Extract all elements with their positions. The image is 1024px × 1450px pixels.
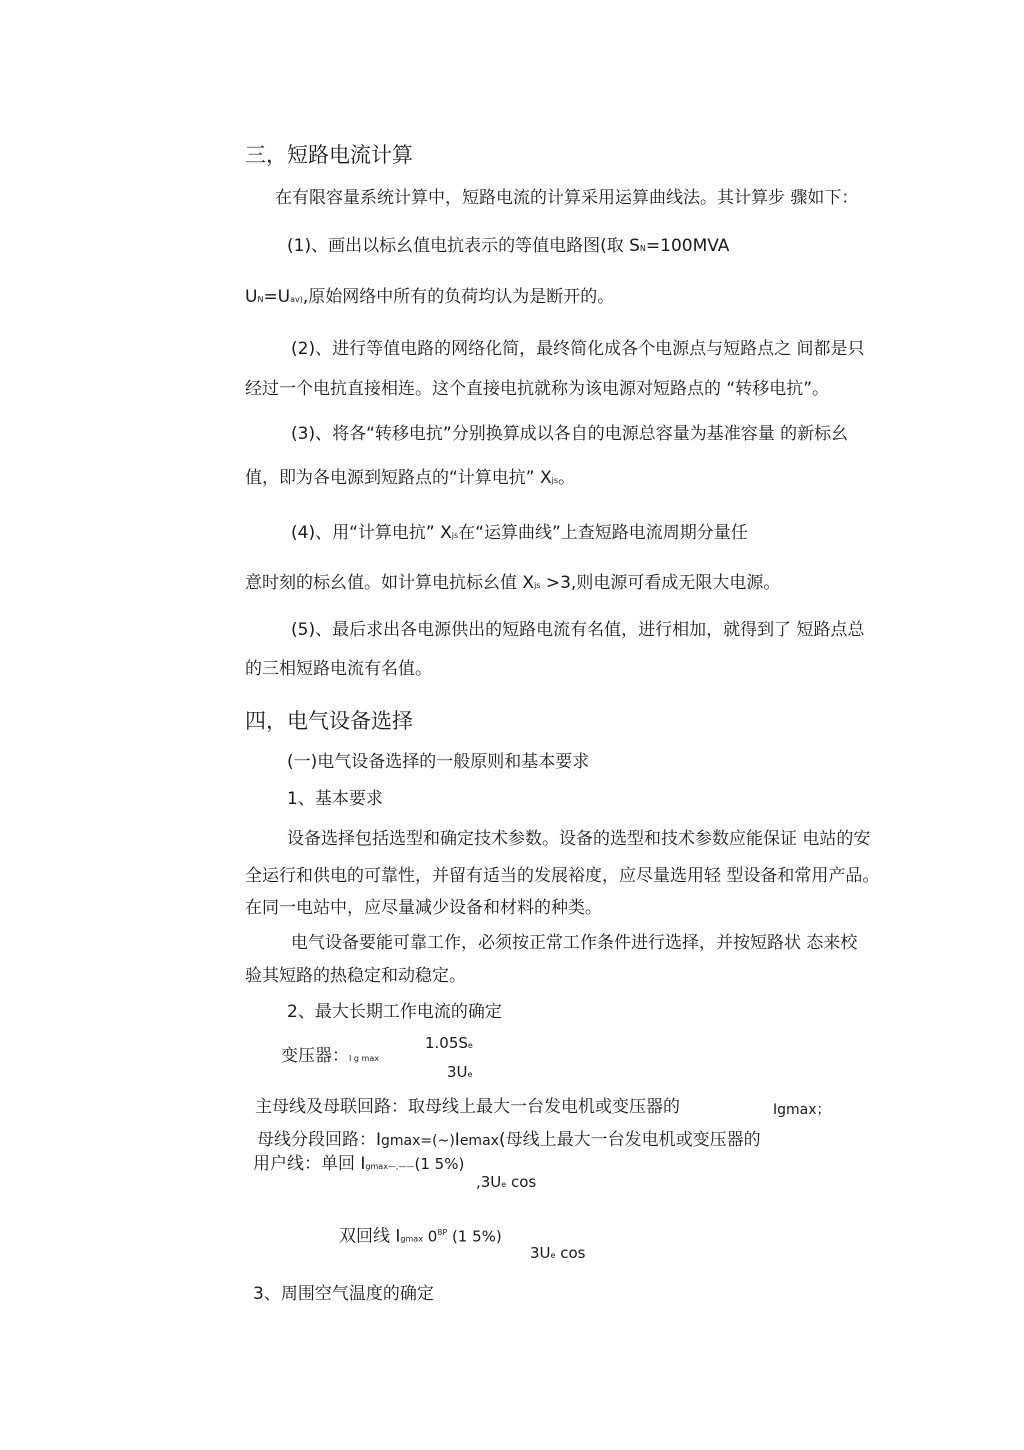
section4-heading: 四，电气设备选择 <box>245 709 413 733</box>
step1-line1: (1)、画出以标幺值电抗表示的等值电路图(取 SN=100MVA <box>287 236 730 256</box>
item3-heading: 3、周围空气温度的确定 <box>253 1284 434 1304</box>
para1-line1: 设备选择包括选型和确定技术参数。设备的选型和技术参数应能保证 电站的安 <box>287 829 871 849</box>
user-line-single: 用户线：单回 Igmax—,——(1 5%) <box>253 1154 465 1174</box>
transformer-label: 变压器：I g max <box>281 1046 379 1066</box>
para1-line3: 在同一电站中，应尽量减少设备和材料的种类。 <box>245 898 602 918</box>
section-bus-line: 母线分段回路：Igmax=(~)Iemax(母线上最大一台发电机或变压器的 <box>257 1130 761 1150</box>
step5-line1: (5)、最后求出各电源供出的短路电流有名值，进行相加，就得到了 短路点总 <box>291 620 865 640</box>
para2-line1: 电气设备要能可靠工作，必须按正常工作条件进行选择，并按短路状 态来校 <box>291 933 858 953</box>
para1-line2: 全运行和供电的可靠性，并留有适当的发展裕度，应尽量选用轻 型设备和常用产品。 <box>245 866 880 886</box>
item1-heading: 1、基本要求 <box>287 789 383 809</box>
step4-line1: (4)、用“计算电抗” Xjs在“运算曲线”上查短路电流周期分量任 <box>291 523 748 543</box>
user-line-single-denominator: ,3Ue cos <box>476 1173 537 1191</box>
busbar-igmax: Igmax； <box>773 1102 831 1118</box>
section4-sub1: (一)电气设备选择的一般原则和基本要求 <box>287 752 590 772</box>
section3-heading: 三，短路电流计算 <box>245 143 413 167</box>
item2-heading: 2、最大长期工作电流的确定 <box>287 1002 502 1022</box>
user-line-double: 双回线 Igmax $0^{8P}$ (1 5%) <box>339 1226 502 1247</box>
step2-line1: (2)、进行等值电路的网络化简，最终简化成各个电源点与短路点之 间都是只 <box>291 339 865 359</box>
step3-line2: 值，即为各电源到短路点的“计算电抗” Xjs。 <box>245 468 576 488</box>
user-line-double-denominator: 3Ue cos <box>530 1244 586 1262</box>
transformer-formula-numerator: 1.05Se <box>425 1034 473 1052</box>
transformer-formula-denominator: 3Ue <box>447 1063 473 1081</box>
busbar-line: 主母线及母联回路：取母线上最大一台发电机或变压器的 <box>255 1097 680 1117</box>
step4-line2: 意时刻的标幺值。如计算电抗标幺值 Xjs >3,则电源可看成无限大电源。 <box>245 573 781 593</box>
step2-line2: 经过一个电抗直接相连。这个直接电抗就称为该电源对短路点的 “转移电抗”。 <box>245 379 830 399</box>
section3-intro: 在有限容量系统计算中，短路电流的计算采用运算曲线法。其计算步 骤如下： <box>275 188 859 208</box>
para2-line2: 验其短路的热稳定和动稳定。 <box>245 966 466 986</box>
step5-line2: 的三相短路电流有名值。 <box>245 659 432 679</box>
step3-line1: (3)、将各“转移电抗”分别换算成以各自的电源总容量为基准容量 的新标幺 <box>291 424 849 444</box>
step1-line2: UN=Uav),原始网络中所有的负荷均认为是断开的。 <box>245 287 615 307</box>
